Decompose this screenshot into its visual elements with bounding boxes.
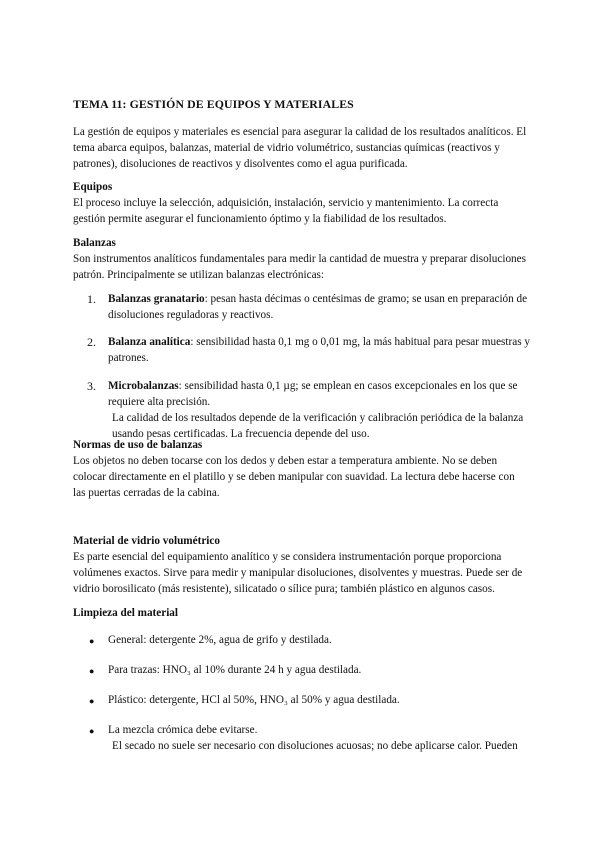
list-number: 2.: [87, 335, 96, 349]
bullet-icon: ●: [89, 666, 95, 676]
page-title: TEMA 11: GESTIÓN DE EQUIPOS Y MATERIALES: [73, 97, 354, 111]
list-item-term: Balanza analítica: [108, 336, 191, 348]
list-item: [108, 722, 533, 754]
limpieza-heading: Limpieza del material: [73, 607, 179, 619]
secado-note: El secado no suele ser necesario con disoluciones acuosas; no debe aplicarse calor. Pueden: [112, 740, 518, 752]
list-item: [108, 291, 533, 323]
normas-paragraph: Los objetos no deben tocarse con los dedos y deben estar a temperatura ambiente. No se deben colocar directamente en el platillo y se deben manipular con suavidad. La lectura debe hacerse con las puertas cerradas de la cabina.: [73, 455, 515, 499]
bullet-icon: ●: [89, 696, 95, 706]
list-item: Plástico: detergente, HCl al 50%, HNO₃ al 50% y agua destilada.: [108, 694, 400, 706]
list-item-text: La mezcla crómica debe evitarse.: [108, 724, 258, 736]
list-number: 3.: [87, 379, 96, 393]
balanzas-paragraph: Son instrumentos analíticos fundamentales para medir la cantidad de muestra y preparar disoluciones patrón. Principalmente se utilizan balanzas electrónicas:: [73, 253, 526, 281]
vidrio-paragraph: Es parte esencial del equipamiento analítico y se considera instrumentación porque proporciona volúmenes exactos. Sirve para medir y manipular disoluciones, disolventes y muestras. Puede ser de vidrio borosilicato (más resistente), silicatado o sílice pura; también plástico en algunos casos.: [73, 551, 523, 595]
balanzas-heading: Balanzas: [73, 237, 116, 249]
normas-heading: Normas de uso de balanzas: [73, 439, 203, 451]
list-item: [108, 334, 533, 366]
equipos-heading: Equipos: [73, 181, 113, 193]
bullet-icon: ●: [89, 726, 95, 736]
list-item-term: Microbalanzas: [108, 380, 179, 392]
list-item-term: Balanzas granatario: [108, 293, 205, 305]
list-number: 1.: [87, 292, 96, 306]
list-item-desc: : sensibilidad hasta 0,1 mg o 0,01 mg, la más habitual para pesar muestras y patrones.: [108, 336, 530, 364]
bullet-icon: ●: [89, 636, 95, 646]
list-item: General: detergente 2%, agua de grifo y destilada.: [108, 634, 332, 646]
intro-paragraph: La gestión de equipos y materiales es esencial para asegurar la calidad de los resultados analíticos. El tema abarca equipos, balanzas, material de vidrio volumétrico, sustancias químicas (reactivos y patrones), disoluciones de reactivos y disolventes como el agua purificada.: [73, 126, 527, 170]
balanza-note: La calidad de los resultados depende de la verificación y calibración periódica de la balanza usando pesas certificadas. La frecuencia depende del uso.: [112, 412, 524, 440]
equipos-paragraph: El proceso incluye la selección, adquisición, instalación, servicio y mantenimiento. La correcta gestión permite asegurar el funcionamiento óptimo y la fiabilidad de los resultados.: [73, 197, 499, 225]
list-item-desc: : sensibilidad hasta 0,1 µg; se emplean en casos excepcionales en los que se requiere alta precisión.: [108, 380, 518, 408]
vidrio-heading: Material de vidrio volumétrico: [73, 535, 220, 547]
list-item-desc: : pesan hasta décimas o centésimas de gramo; se usan en preparación de disoluciones reguladoras y reactivos.: [108, 293, 528, 321]
list-item: Para trazas: HNO₃ al 10% durante 24 h y agua destilada.: [108, 664, 362, 676]
list-item: [108, 378, 533, 442]
